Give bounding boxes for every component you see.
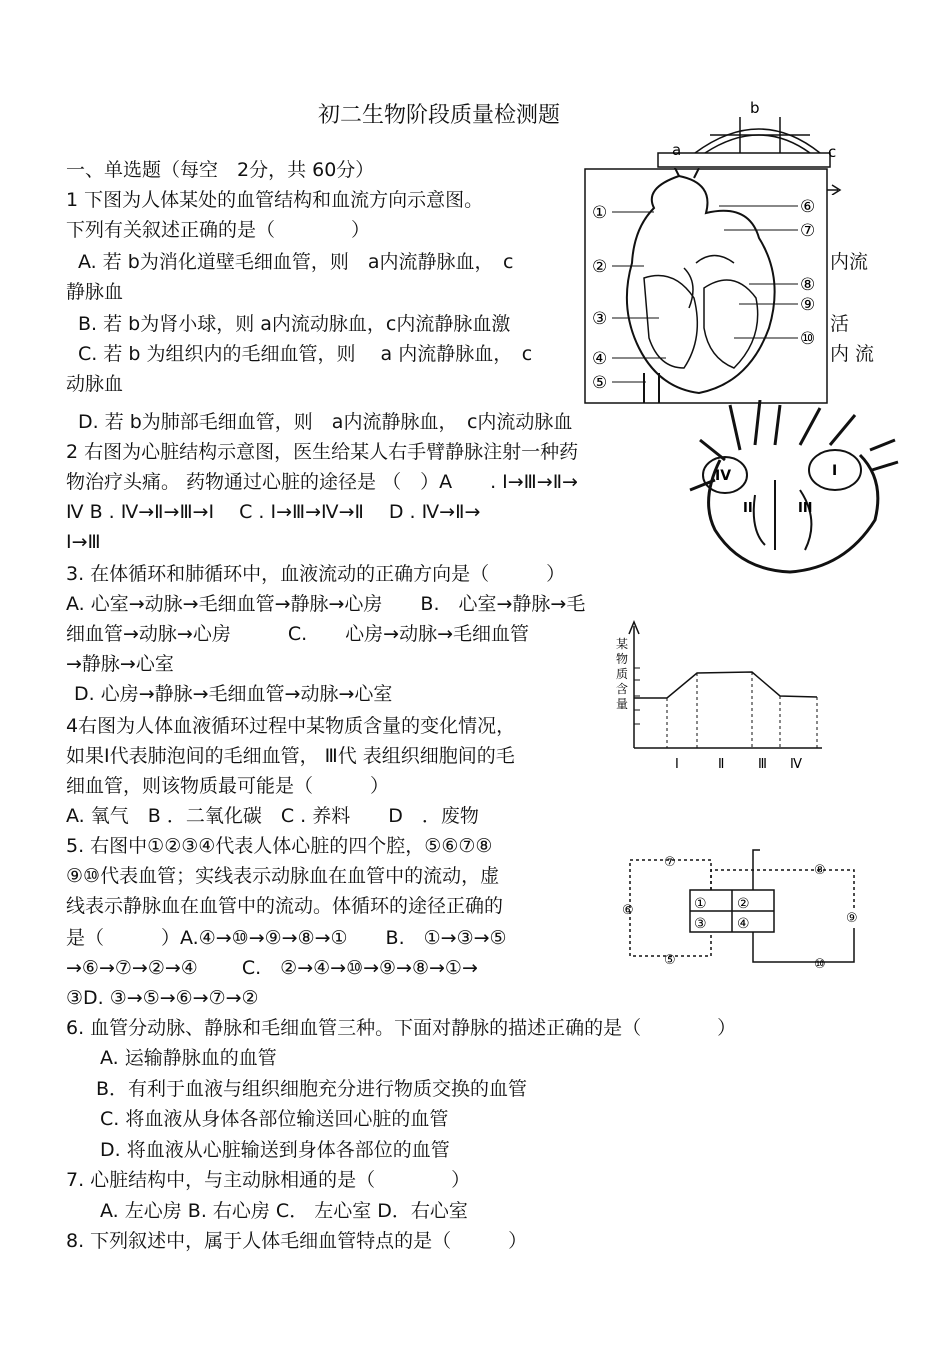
q1-option-c-tail: 内 流	[830, 343, 875, 365]
x-tick-3: Ⅲ	[758, 757, 767, 772]
vessel-5: ⑤	[664, 953, 676, 968]
heart-section-diagram	[584, 168, 828, 404]
q5-line-6: ③D. ③→⑤→⑥→⑦→②	[66, 987, 259, 1009]
heart-label-7: ⑦	[800, 221, 816, 241]
q1-option-c-cont: 动脉血	[66, 373, 124, 395]
heart-label-10: ⑩	[800, 329, 816, 349]
y-label-char-3: 质	[616, 667, 629, 681]
q5-line-1: 5. 右图中①②③④代表人体心脏的四个腔，⑤⑥⑦⑧	[66, 835, 493, 857]
substance-graph	[612, 618, 832, 778]
q1-option-a-tail: 内流	[830, 251, 869, 273]
q1-option-a-cont: 静脉血	[66, 281, 124, 303]
q2-line-2: 物治疗头痛。 药物通过心脏的途径是 （ ）A . Ⅰ→Ⅲ→Ⅱ→	[66, 471, 578, 493]
chamber-label-i: I	[832, 463, 838, 479]
vessel-6: ⑥	[622, 903, 634, 918]
chamber-label-iii: III	[798, 501, 813, 516]
heart-label-1: ①	[592, 203, 608, 223]
q6-option-b: B．有利于血液与组织细胞充分进行物质交换的血管	[96, 1078, 528, 1100]
y-label-char-5: 量	[616, 697, 629, 711]
heart-label-3: ③	[592, 309, 608, 329]
page-title: 初二生物阶段质量检测题	[318, 103, 561, 128]
q3-line-2: A. 心室→动脉→毛细血管→静脉→心房 B. 心室→静脉→毛	[66, 593, 586, 615]
heart-chambers-diagram	[680, 400, 900, 575]
heart-label-4: ④	[592, 349, 608, 369]
chamber-label-ii: II	[743, 501, 753, 516]
graph-curve	[634, 672, 817, 698]
q6-option-d: D. 将血液从心脏输送到身体各部位的血管	[100, 1139, 450, 1161]
label-a: a	[672, 141, 682, 159]
vessel-tube	[658, 153, 830, 167]
x-tick-2: Ⅱ	[718, 757, 725, 772]
section-heading: 一、单选题（每空 2分，共 60分）	[66, 159, 375, 181]
q7-options: A. 左心房 B. 右心房 C． 左心室 D．右心室	[100, 1200, 468, 1222]
chamber-1: ①	[694, 896, 707, 912]
chamber-2: ②	[737, 896, 750, 912]
q4-line-2: 如果Ⅰ代表肺泡间的毛细血管， Ⅲ代 表组织细胞间的毛	[66, 745, 515, 767]
q4-line-3: 细血管，则该物质最可能是（ ）	[66, 775, 390, 797]
q4-options: A. 氧气 B ．二氧化碳 C . 养料 D ．废物	[66, 805, 479, 827]
chamber-4: ④	[737, 916, 750, 932]
heart-label-5: ⑤	[592, 373, 608, 393]
q5-line-4: 是（ ）A.④→⑩→⑨→⑧→① B. ①→③→⑤	[66, 927, 507, 949]
q8-stem: 8. 下列叙述中，属于人体毛细血管特点的是（ ）	[66, 1230, 528, 1252]
circulation-diagram	[600, 838, 870, 978]
label-b: b	[750, 99, 760, 117]
q1-option-b: B. 若 b为肾小球，则 a内流动脉血，c内流静脉血激	[78, 313, 511, 335]
great-vessels	[730, 400, 855, 450]
q1-option-b-tail: 活	[830, 313, 850, 335]
vessel-7: ⑦	[664, 855, 676, 870]
q4-line-1: 4右图为人体血液循环过程中某物质含量的变化情况，	[66, 715, 516, 737]
heart-label-8: ⑧	[800, 275, 816, 295]
vessel-10: ⑩	[814, 957, 826, 972]
q6-option-c: C. 将血液从身体各部位输送回心脏的血管	[100, 1108, 449, 1130]
q5-line-3: 线表示静脉血在血管中的流动。体循环的途径正确的	[66, 895, 504, 917]
q1-stem: 1 下图为人体某处的血管结构和血流方向示意图。	[66, 189, 484, 211]
q2-line-3: Ⅳ B . Ⅳ→Ⅱ→Ⅲ→Ⅰ C . Ⅰ→Ⅲ→Ⅳ→Ⅱ D . Ⅳ→Ⅱ→	[66, 501, 481, 523]
heart-label-6: ⑥	[800, 197, 816, 217]
capillary-arc-outer	[695, 129, 820, 153]
label-c: c	[828, 143, 837, 161]
x-tick-1: Ⅰ	[675, 757, 679, 772]
q6-option-a: A. 运输静脉血的血管	[100, 1047, 277, 1069]
q1-option-d: D. 若 b为肺部毛细血管，则 a内流静脉血， c内流动脉血	[78, 411, 573, 433]
q2-line-1: 2 右图为心脏结构示意图，医生给某人右手臂静脉注射一种药	[66, 441, 579, 463]
vessel-8: ⑧	[814, 863, 826, 878]
q1-option-c: C. 若 b 为组织内的毛细血管，则 a 内流静脉血， c	[78, 343, 533, 365]
vessel-9: ⑨	[846, 911, 858, 926]
q3-line-3: 细血管→动脉→心房 C. 心房→动脉→毛细血管	[66, 623, 529, 645]
y-label-char-1: 某	[616, 637, 629, 651]
heart-label-2: ②	[592, 257, 608, 277]
q2-line-4: Ⅰ→Ⅲ	[66, 531, 101, 553]
q3-line-4: →静脉→心室	[66, 653, 174, 675]
q6-stem: 6. 血管分动脉、静脉和毛细血管三种。下面对静脉的描述正确的是（ ）	[66, 1017, 737, 1039]
q3-stem: 3. 在体循环和肺循环中，血液流动的正确方向是（ ）	[66, 563, 566, 585]
chamber-label-iv: IV	[715, 468, 732, 484]
arterial-path-bottom	[753, 928, 854, 962]
q7-stem: 7. 心脏结构中，与主动脉相通的是（ ）	[66, 1169, 471, 1191]
q5-line-5: →⑥→⑦→②→④ C. ②→④→⑩→⑨→⑧→①→	[66, 957, 478, 979]
y-label-char-2: 物	[616, 652, 629, 666]
q1-stem-2: 下列有关叙述正确的是（ ）	[66, 219, 371, 241]
q1-option-a: A. 若 b为消化道壁毛细血管，则 a内流静脉血， c	[78, 251, 514, 273]
x-tick-4: Ⅳ	[790, 757, 802, 772]
heart-label-9: ⑨	[800, 295, 816, 315]
y-label-char-4: 含	[616, 682, 629, 696]
heart-outline-2	[709, 455, 878, 572]
chamber-3: ③	[694, 916, 707, 932]
q3-option-d: D. 心房→静脉→毛细血管→动脉→心室	[74, 683, 393, 705]
q5-line-2: ⑨⑩代表血管；实线表示动脉血在血管中的流动，虚	[66, 865, 500, 887]
